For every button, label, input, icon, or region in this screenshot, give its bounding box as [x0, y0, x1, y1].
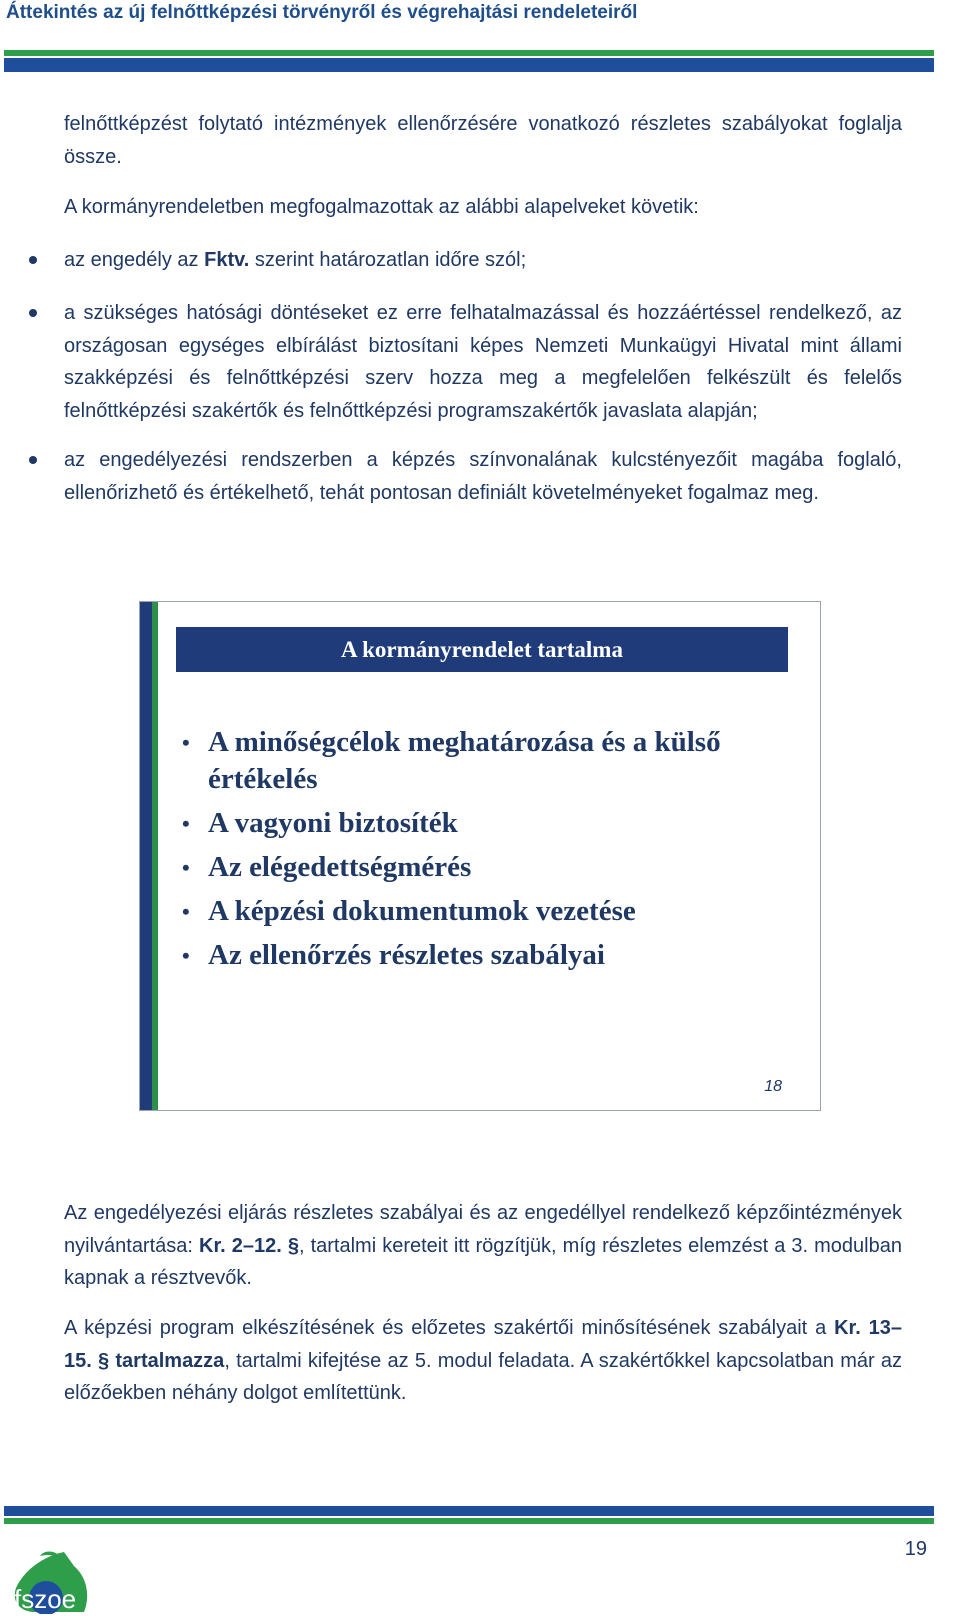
header-rule-green — [4, 50, 934, 56]
slide-list — [182, 724, 782, 981]
bullet-marker — [29, 309, 37, 317]
fszoe-logo — [4, 1548, 92, 1614]
slide-title: A kormányrendelet tartalma — [176, 627, 788, 672]
bullet-item-2: a szükséges hatósági döntéseket ez erre felhatalmazással és hozzáértéssel rendelkező, az országosan egységes elbírálást biztosítani képes Nemzeti Munkaügyi Hivatal mint állami szakképzési és felnőttképzési szerv hozza meg a megfelelően felkészült és felelős felnőttképzési szakértők és felnőttképzési programszakértők javaslata alapján; — [64, 302, 902, 422]
logo-text: fszoe — [14, 1584, 77, 1614]
slide-number: 18 — [764, 1078, 782, 1095]
bullet-item-3: az engedélyezési rendszerben a képzés színvonalának kulcstényezőit magába foglaló, ellenőrizhető és értékelhető, tehát pontosan definiált követelményeket fogalmaz meg. — [64, 449, 902, 504]
slide-image — [139, 601, 821, 1111]
bullet-item-1: az engedély az Fktv. szerint határozatlan időre szól; — [64, 249, 527, 271]
slide-list-item: • A minőségcélok meghatározása és a külső értékelés — [182, 726, 721, 795]
bullet-marker — [29, 256, 37, 264]
paragraph-program: A képzési program elkészítésének és előzetes szakértői minősítésének szabályait a Kr. 13–15. § tartalmazza, tartalmi kifejtése az 5. modul feladata. A szakértőkkel kapcsolatban már az előzőekben néhány dolgot említettünk. — [64, 1317, 903, 1404]
slide-bar-blue — [140, 602, 152, 1110]
header-rule-blue — [4, 58, 934, 72]
paragraph-procedure: Az engedélyezési eljárás részletes szabályai és az engedéllyel rendelkező képzőintézmények nyilvántartása: Kr. 2–12. §, tartalmi kereteit itt rögzítjük, míg részletes elemzést a 3. modulban kapnak a résztvevők. — [64, 1202, 902, 1289]
bullet-marker — [29, 456, 37, 464]
footer-rule-green — [4, 1518, 934, 1524]
slide-list-item: • Az elégedettségmérés — [182, 851, 472, 883]
slide-bar-green — [152, 602, 158, 1110]
paragraph-principles: A kormányrendeletben megfogalmazottak az alábbi alapelveket követik: — [64, 196, 699, 218]
paragraph-intro: felnőttképzést folytató intézmények ellenőrzésére vonatkozó részletes szabályokat foglalja össze. — [64, 113, 902, 168]
running-header: Áttekintés az új felnőttképzési törvényről és végrehajtási rendeleteiről — [6, 2, 638, 23]
slide-list-item: • A képzési dokumentumok vezetése — [182, 895, 636, 927]
page-number: 19 — [904, 1538, 927, 1560]
footer-rule-blue — [4, 1506, 934, 1516]
slide-list-item: • A vagyoni biztosíték — [182, 807, 458, 839]
slide-list-item: • Az ellenőrzés részletes szabályai — [182, 939, 605, 971]
